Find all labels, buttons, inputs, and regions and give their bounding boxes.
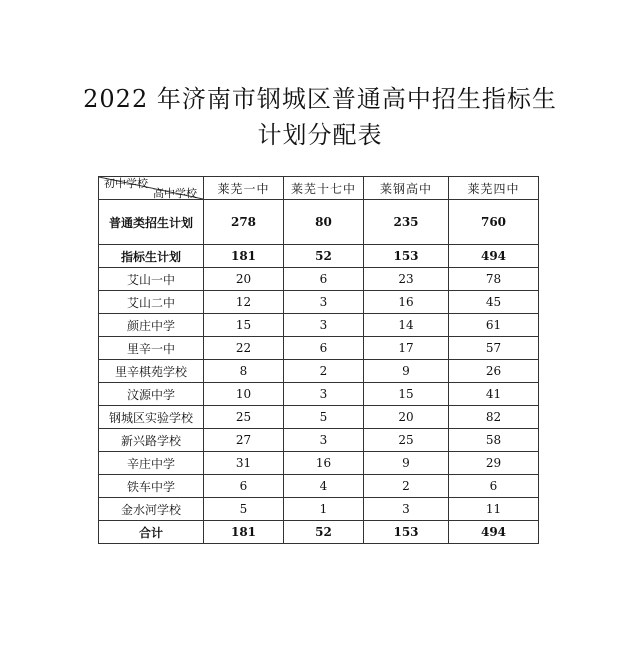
school-row bbox=[99, 429, 539, 452]
cell-value: 9 bbox=[364, 360, 449, 383]
column-header: 莱芜十七中 bbox=[284, 177, 364, 200]
school-row bbox=[99, 291, 539, 314]
cell-value: 16 bbox=[284, 452, 364, 475]
cell-value: 16 bbox=[364, 291, 449, 314]
quota-row bbox=[99, 245, 539, 268]
cell-value: 20 bbox=[204, 268, 284, 291]
cell-value: 25 bbox=[204, 406, 284, 429]
cell-value: 12 bbox=[204, 291, 284, 314]
cell-value: 61 bbox=[449, 314, 539, 337]
cell-value: 22 bbox=[204, 337, 284, 360]
row-label: 艾山一中 bbox=[99, 268, 204, 291]
row-label: 里辛一中 bbox=[99, 337, 204, 360]
cell-value: 15 bbox=[204, 314, 284, 337]
column-header: 莱钢高中 bbox=[364, 177, 449, 200]
row-label: 辛庄中学 bbox=[99, 452, 204, 475]
row-label: 汶源中学 bbox=[99, 383, 204, 406]
cell-value: 23 bbox=[364, 268, 449, 291]
cell-value: 1 bbox=[284, 498, 364, 521]
cell-value: 27 bbox=[204, 429, 284, 452]
cell-value: 6 bbox=[284, 337, 364, 360]
cell-value: 14 bbox=[364, 314, 449, 337]
school-row bbox=[99, 314, 539, 337]
cell-value: 11 bbox=[449, 498, 539, 521]
cell-value: 3 bbox=[284, 291, 364, 314]
column-header: 莱芜一中 bbox=[204, 177, 284, 200]
cell-value: 25 bbox=[364, 429, 449, 452]
row-label: 钢城区实验学校 bbox=[99, 406, 204, 429]
cell-value: 153 bbox=[364, 245, 449, 268]
cell-value: 3 bbox=[284, 383, 364, 406]
cell-value: 494 bbox=[449, 245, 539, 268]
cell-value: 760 bbox=[449, 200, 539, 245]
row-label: 里辛棋苑学校 bbox=[99, 360, 204, 383]
cell-value: 15 bbox=[364, 383, 449, 406]
cell-value: 6 bbox=[204, 475, 284, 498]
cell-value: 29 bbox=[449, 452, 539, 475]
cell-value: 5 bbox=[284, 406, 364, 429]
cell-value: 20 bbox=[364, 406, 449, 429]
cell-value: 31 bbox=[204, 452, 284, 475]
school-row bbox=[99, 337, 539, 360]
cell-value: 6 bbox=[284, 268, 364, 291]
row-label: 新兴路学校 bbox=[99, 429, 204, 452]
row-label: 金水河学校 bbox=[99, 498, 204, 521]
school-row bbox=[99, 268, 539, 291]
cell-value: 2 bbox=[284, 360, 364, 383]
school-row bbox=[99, 360, 539, 383]
row-label: 普通类招生计划 bbox=[99, 200, 204, 245]
cell-value: 5 bbox=[204, 498, 284, 521]
school-row bbox=[99, 498, 539, 521]
row-label: 颜庄中学 bbox=[99, 314, 204, 337]
column-header: 莱芜四中 bbox=[449, 177, 539, 200]
document-title-line2: 计划分配表 bbox=[257, 121, 383, 149]
cell-value: 52 bbox=[284, 245, 364, 268]
row-label: 艾山二中 bbox=[99, 291, 204, 314]
cell-value: 278 bbox=[204, 200, 284, 245]
plan-row bbox=[99, 200, 539, 245]
allocation-table bbox=[98, 176, 539, 544]
cell-value: 26 bbox=[449, 360, 539, 383]
cell-value: 9 bbox=[364, 452, 449, 475]
table-corner-cell bbox=[99, 177, 204, 200]
corner-label-middle-schools: 初中学校 bbox=[104, 177, 148, 190]
cell-value: 494 bbox=[449, 521, 539, 544]
cell-value: 17 bbox=[364, 337, 449, 360]
school-row bbox=[99, 406, 539, 429]
cell-value: 3 bbox=[364, 498, 449, 521]
row-label: 合计 bbox=[99, 521, 204, 544]
cell-value: 10 bbox=[204, 383, 284, 406]
cell-value: 153 bbox=[364, 521, 449, 544]
cell-value: 4 bbox=[284, 475, 364, 498]
corner-label-high-schools: 高中学校 bbox=[153, 187, 197, 200]
cell-value: 3 bbox=[284, 314, 364, 337]
cell-value: 181 bbox=[204, 521, 284, 544]
total-row bbox=[99, 521, 539, 544]
cell-value: 57 bbox=[449, 337, 539, 360]
document-title-line1: 2022 年济南市钢城区普通高中招生指标生 bbox=[83, 85, 557, 113]
school-row bbox=[99, 383, 539, 406]
cell-value: 80 bbox=[284, 200, 364, 245]
cell-value: 6 bbox=[449, 475, 539, 498]
cell-value: 3 bbox=[284, 429, 364, 452]
cell-value: 45 bbox=[449, 291, 539, 314]
school-row bbox=[99, 475, 539, 498]
cell-value: 58 bbox=[449, 429, 539, 452]
row-label: 铁车中学 bbox=[99, 475, 204, 498]
cell-value: 235 bbox=[364, 200, 449, 245]
cell-value: 8 bbox=[204, 360, 284, 383]
cell-value: 41 bbox=[449, 383, 539, 406]
school-row bbox=[99, 452, 539, 475]
cell-value: 2 bbox=[364, 475, 449, 498]
cell-value: 78 bbox=[449, 268, 539, 291]
cell-value: 181 bbox=[204, 245, 284, 268]
row-label: 指标生计划 bbox=[99, 245, 204, 268]
cell-value: 52 bbox=[284, 521, 364, 544]
cell-value: 82 bbox=[449, 406, 539, 429]
table-header-row bbox=[99, 177, 539, 200]
